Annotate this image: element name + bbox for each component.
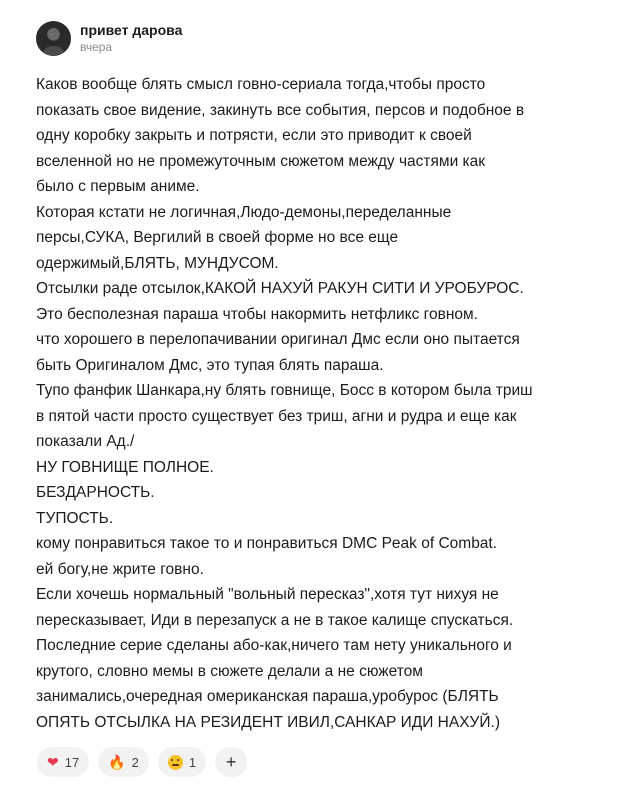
comment-date: вчера (80, 40, 113, 54)
comment-line: пересказывает, Иди в перезапуск а не в такое калище спускаться. (36, 611, 514, 629)
comment-line: Если хочешь нормальный "вольный пересказ",хотя тут нихуя не (36, 586, 499, 603)
comment-line: Каков вообще блять смысл говно-сериала тогда,чтобы просто (36, 76, 486, 93)
comment-line: Отсылки раде отсылок,КАКОЙ НАХУЙ РАКУН СИТИ И УРОБУРОС. (36, 280, 524, 297)
comment-line: Тупо фанфик Шанкара,ну блять говнище, Босс в котором была триш (36, 382, 533, 399)
reaction-fire-button[interactable] (98, 747, 149, 777)
comment-line: быть Оригиналом Дмс, это тупая блять параша. (36, 356, 384, 374)
comment-line: крутого, словно мемы в сюжете делали а не сюжетом (36, 662, 423, 680)
comment-line: ОПЯТЬ ОТСЫЛКА НА РЕЗИДЕНТ ИВИЛ,САНКАР ИДИ НАХУЙ.) (36, 713, 501, 731)
fire-icon: 🔥 (108, 754, 126, 770)
smile-icon (168, 755, 183, 770)
comment-line: НУ ГОВНИЩЕ ПОЛНОЕ. (36, 458, 214, 476)
comment-meta (80, 21, 182, 55)
comment-line: одержимый,БЛЯТЬ, МУНДУСОМ. (36, 254, 279, 272)
heart-icon: ❤ (47, 754, 59, 770)
reaction-count: 2 (131, 754, 139, 770)
comment-header (36, 18, 636, 58)
add-reaction-button[interactable]: + (215, 747, 247, 777)
comment-line: кому понравиться такое то и понравиться DMC Peak of Combat. (36, 535, 498, 552)
comment-line: одну коробку закрыть и потрясти, если это приводит к своей (36, 127, 472, 144)
comment (36, 18, 636, 777)
comment-line: БЕЗДАРНОСТЬ. (36, 484, 155, 501)
reaction-smile-button[interactable] (158, 747, 206, 777)
comment-line: персы,СУКА, Вергилий в своей форме но все еще (36, 229, 399, 246)
comment-body (36, 72, 596, 735)
comment-line: Это бесполезная параша чтобы накормить нетфликс говном. (36, 305, 478, 323)
comment-line: показали Ад./ (36, 433, 135, 450)
comment-line: вселенной но не промежуточным сюжетом между частями как (36, 152, 486, 170)
comment-line: показать свое видение, закинуть все события, персов и подобное в (36, 101, 525, 119)
reaction-heart-button[interactable] (37, 747, 89, 777)
comment-line: что хорошего в перелопачивании оригинал Дмс если оно пытается (36, 331, 520, 348)
comment-line: занимались,очередная омериканская параша,уробурос (БЛЯТЬ (36, 688, 499, 705)
reaction-count: 1 (188, 754, 197, 770)
reactions-bar (37, 747, 636, 777)
comment-line: в пятой части просто существует без триш, агни и рудра и еще как (36, 407, 517, 425)
comment-line: ей богу,не жрите говно. (36, 560, 204, 578)
reaction-count: 17 (64, 754, 80, 770)
avatar[interactable] (36, 21, 71, 56)
comment-line: было с первым аниме. (36, 178, 200, 195)
comment-line: ТУПОСТЬ. (36, 509, 114, 527)
author-name[interactable]: привет дарова (80, 22, 183, 38)
comment-line: Которая кстати не логичная,Людо-демоны,переделанные (36, 203, 452, 221)
comment-line: Последние серие сделаны або-как,ничего там нету уникального и (36, 637, 512, 654)
